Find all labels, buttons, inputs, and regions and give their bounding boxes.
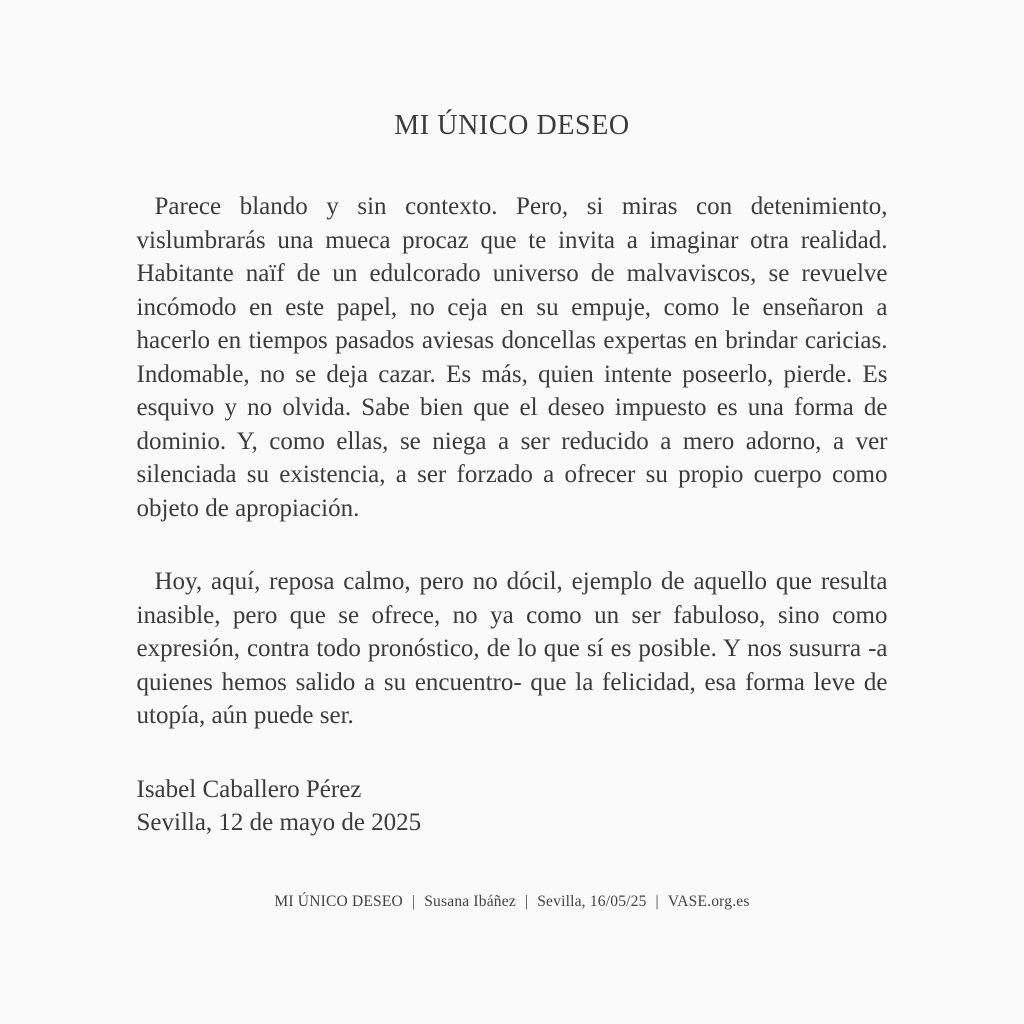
page-footer <box>0 893 1024 911</box>
footer-title: MI ÚNICO DESEO <box>274 893 403 910</box>
document-title: MI ÚNICO DESEO <box>394 110 630 141</box>
footer-website: VASE.org.es <box>667 893 750 910</box>
signature-block <box>137 773 888 840</box>
document-body <box>137 190 888 733</box>
signature-place-date: Sevilla, 12 de mayo de 2025 <box>136 809 422 836</box>
footer-separator: | <box>524 893 529 910</box>
signature-author: Isabel Caballero Pérez <box>136 775 362 803</box>
body-paragraph-2: Hoy, aquí, reposa calmo, pero no dócil, ejemplo de aquello que resulta inasible, pero que se ofrece, no ya como un ser fabuloso, sino como expresión, contra todo pronóstico, de lo que sí es posible. Y nos susurra -a quienes hemos salido a su encuentro- que la felicidad, esa forma leve de utopía, aún puede ser. <box>136 568 888 729</box>
footer-place-date: Sevilla, 16/05/25 <box>537 893 647 910</box>
footer-separator: | <box>655 893 659 910</box>
footer-author: Susana Ibáñez <box>424 893 516 910</box>
footer-separator: | <box>411 893 416 910</box>
body-paragraph-1: Parece blando y sin contexto. Pero, si miras con detenimiento, vislumbrarás una mueca procaz que te invita a imaginar otra realidad. Habitante naïf de un edulcorado universo de malvaviscos, se revuelve incómodo en este papel, no ceja en su empuje, como le enseñaron a hacerlo en tiempos pasados aviesas doncellas expertas en brindar caricias. Indomable, no se deja cazar. Es más, quien intente poseerlo, pierde. Es esquivo y no olvida. Sabe bien que el deseo impuesto es una forma de dominio. Y, como ellas, se niega a ser reducido a mero adorno, a ver silenciada su existencia, a ser forzado a ofrecer su propio cuerpo como objeto de apropiación. <box>136 193 888 522</box>
